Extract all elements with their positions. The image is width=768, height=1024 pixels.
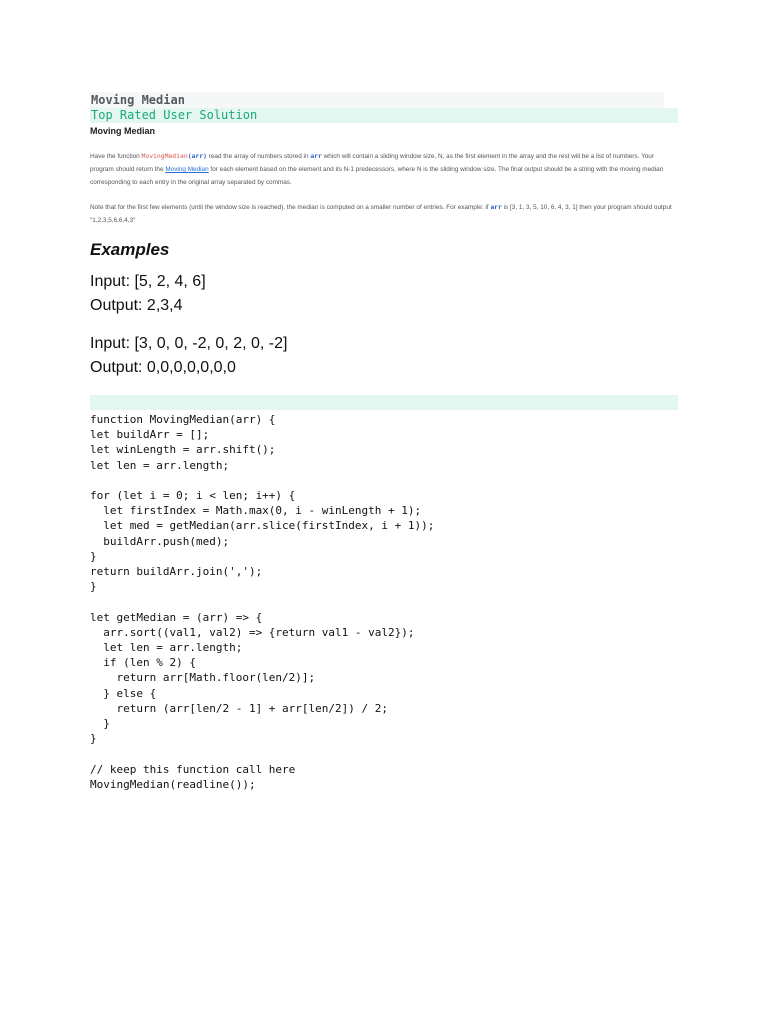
- text-span: Note that for the first few elements (until the window size is reached), the median is computed on a smaller number of entries. For example: if: [90, 204, 491, 211]
- moving-median-link[interactable]: Moving Median: [165, 166, 209, 173]
- example-input: Input: [5, 2, 4, 6]: [90, 273, 206, 290]
- page-title: Moving Median: [90, 92, 664, 108]
- example-output: Output: 2,3,4: [90, 297, 183, 314]
- description-paragraph: [90, 150, 678, 189]
- text-span: which will contain a sliding window size, N, as the first element in the array and the rest will be a list of numbers. Your program should return the: [90, 153, 654, 173]
- example-input: Input: [3, 0, 0, -2, 0, 2, 0, -2]: [90, 335, 288, 352]
- example-2: [90, 332, 678, 380]
- text-span: for each element based on the element and its N-1 predecessors, where N is the sliding window size. The final output should be a string with the moving median corresponding to each entry in the original array separated by commas.: [90, 166, 664, 186]
- code-header-band: [90, 395, 678, 410]
- function-arg-code: (arr): [187, 152, 207, 160]
- text-span: is [3, 1, 3, 5, 10, 6, 4, 3, 1] then your program should output "1,2,3,5,6,6,4,3": [90, 204, 672, 224]
- arr-code: arr: [490, 203, 502, 211]
- text-span: Have the function: [90, 153, 142, 160]
- example-1: [90, 270, 678, 318]
- example-output: Output: 0,0,0,0,0,0,0: [90, 359, 236, 376]
- note-paragraph: [90, 201, 678, 227]
- solution-banner: Top Rated User Solution: [90, 108, 678, 123]
- examples-heading: Examples: [90, 240, 170, 259]
- challenge-subtitle: Moving Median: [90, 126, 155, 136]
- arr-code: arr: [310, 152, 322, 160]
- solution-code-block: function MovingMedian(arr) { let buildArr = []; let winLength = arr.shift(); let len = arr.length; for (let i = 0; i < len; i++) { let firstIndex = Math.max(0, i - winLength + 1); let med = getMedian(arr.slice(firstIndex, i + 1)); buildArr.push(med); } return buildArr.join(','); } let getMedian = (arr) => { arr.sort((val1, val2) => {return val1 - val2}); let len = arr.length; if (len % 2) { return arr[Math.floor(len/2)]; } else { return (arr[len/2 - 1] + arr[len/2]) / 2; } } // keep this function call here MovingMedian(readline());: [90, 413, 435, 791]
- text-span: read the array of numbers stored in: [206, 153, 311, 160]
- document-page: [90, 92, 678, 792]
- function-name-code: MovingMedian: [141, 152, 188, 160]
